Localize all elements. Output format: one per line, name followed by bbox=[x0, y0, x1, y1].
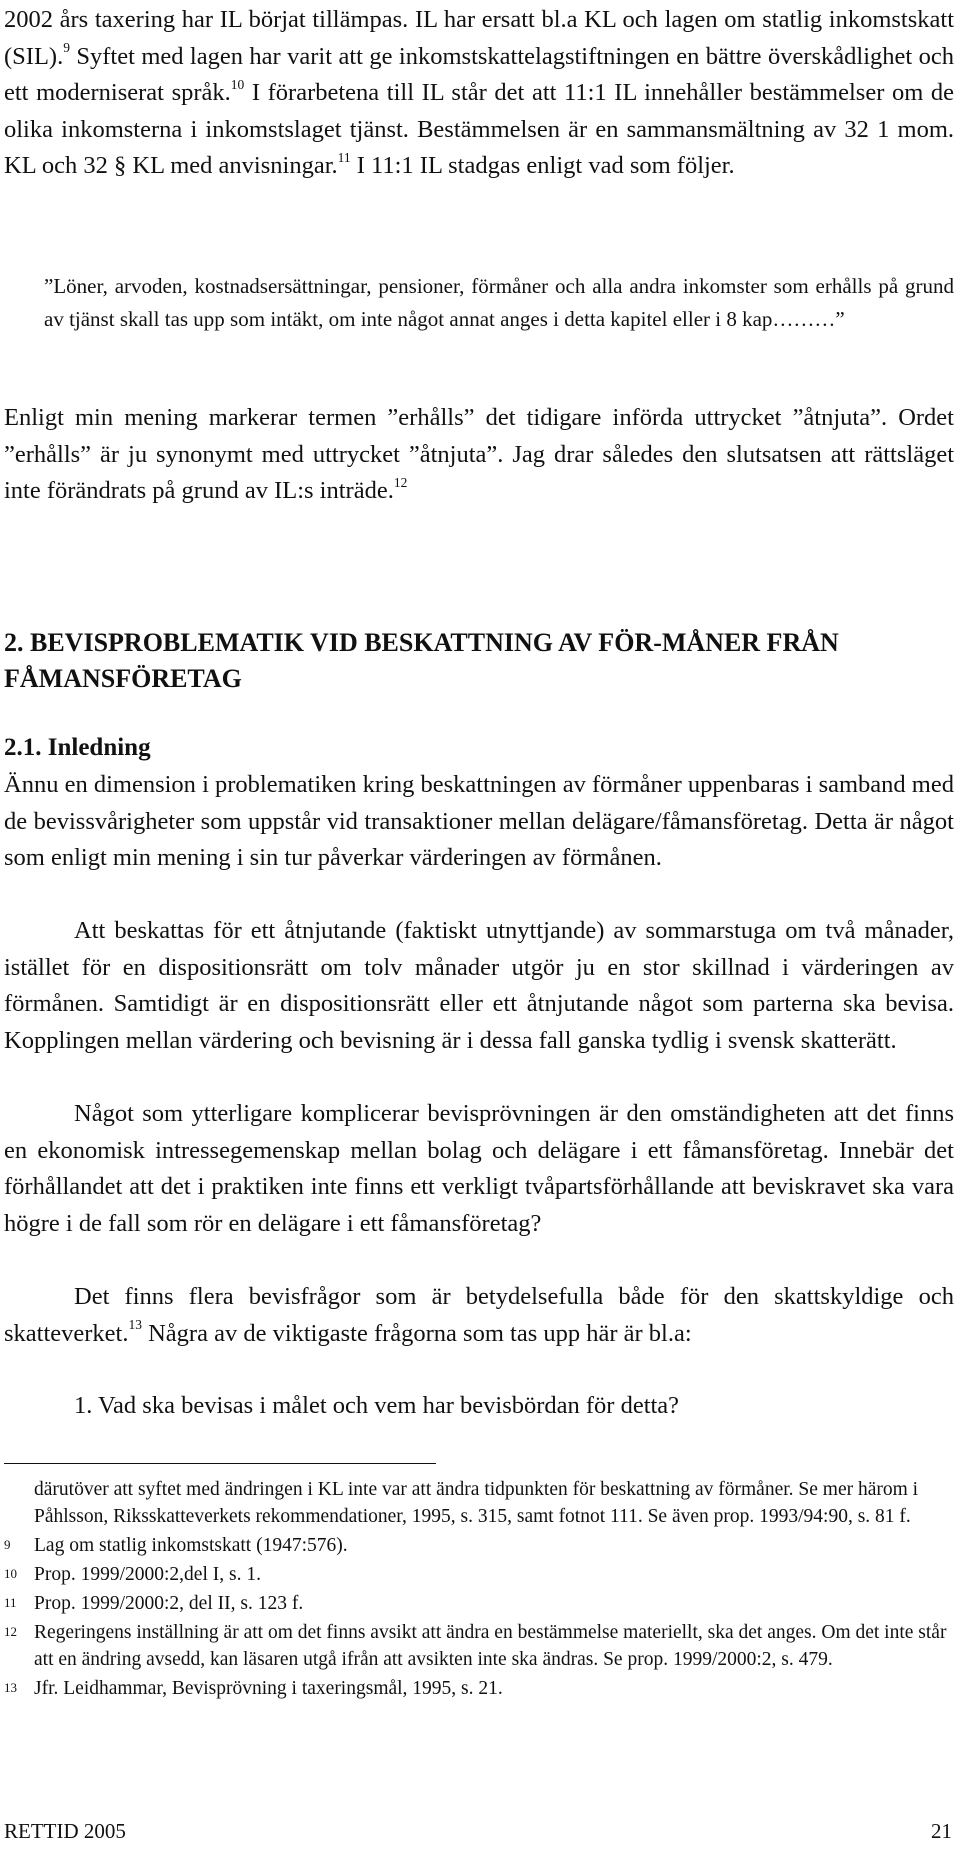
footnote-number: 12 bbox=[4, 1624, 17, 1639]
footnote-number: 13 bbox=[4, 1680, 17, 1695]
paragraph-questions: Det finns flera bevisfrågor som är betydelsefulla både för den skattskyldige och skatteverket.$^{13}$ Några av de viktigaste frågorna som tas upp här är bl.a: bbox=[4, 1283, 954, 1347]
list-item: 1. Vad ska bevisas i målet och vem har bevisbördan för detta? bbox=[74, 1392, 680, 1419]
footnote-item bbox=[4, 1590, 954, 1617]
footnote-number: 9 bbox=[4, 1537, 11, 1552]
footnote-text: Lag om statlig inkomstskatt (1947:576). bbox=[34, 1535, 348, 1556]
section-heading: 2. BEVISPROBLEMATIK VID BESKATTNING AV FÖR-MÅNER FRÅN FÅMANSFÖRETAG bbox=[4, 628, 839, 693]
subsection-heading: 2.1. Inledning bbox=[4, 734, 151, 761]
footnote-text: därutöver att syftet med ändringen i KL inte var att ändra tidpunkten för beskattning av förmåner. Se mer härom i Påhlsson, Riksskatteverkets rekommendationer, 1995, s. 315, samt fotnot 111. Se även prop. 1993/94:90, s. 81 f. bbox=[34, 1479, 919, 1527]
footnote-number bbox=[4, 1476, 34, 1530]
footnote-text: Jfr. Leidhammar, Bevisprövning i taxeringsmål, 1995, s. 21. bbox=[34, 1678, 503, 1699]
paragraph-valuation: Att beskattas för ett åtnjutande (faktiskt utnyttjande) av sommarstuga om två månader, istället för en dispositionsrätt om tolv månader utgör ju en stor skillnad i värderingen av förmånen. Samtidigt är en dispositionsrätt eller ett åtnjutande något som parterna ska bevisa. Kopplingen mellan värdering och bevisning är i dessa fall ganska tydlig i svensk skatterätt. bbox=[4, 917, 954, 1054]
footnote-number: 10 bbox=[4, 1566, 17, 1581]
journal-name: RETTID 2005 bbox=[4, 1819, 126, 1843]
paragraph-opinion: Enligt min mening markerar termen ”erhålls” det tidigare införda uttrycket ”åtnjuta”. Ordet ”erhålls” är ju synonymt med uttrycket ”åtnjuta”. Jag drar således den slutsatsen att rättsläget inte förändrats på grund av IL:s inträde.$^{12}$ bbox=[4, 404, 954, 504]
footnote-text: Prop. 1999/2000:2,del I, s. 1. bbox=[34, 1564, 261, 1585]
footnote-text: Regeringens inställning är att om det finns avsikt att ändra en bestämmelse materiellt, ska det anges. Om det inte står att en ändring avsedd, kan läsaren utgå ifrån att avsikten inte ska ändras. Se prop. 1999/2000:2, s. 479. bbox=[34, 1622, 947, 1670]
footnote-ref-12[interactable]: 12 bbox=[393, 474, 408, 490]
block-quote: ”Löner, arvoden, kostnadsersättningar, pensioner, förmåner och alla andra inkomster som erhålls på grund av tjänst skall tas upp som intäkt, om inte något annat anges i detta kapitel eller i 8 kap………” bbox=[44, 274, 954, 331]
footnote-number: 11 bbox=[4, 1595, 17, 1610]
footnote-item bbox=[4, 1619, 954, 1673]
footnote-ref-11[interactable]: 11 bbox=[337, 149, 351, 165]
footnote-ref-13[interactable]: 13 bbox=[128, 1317, 142, 1333]
footnote-text: Prop. 1999/2000:2, del II, s. 123 f. bbox=[34, 1593, 304, 1614]
footnotes bbox=[4, 1476, 954, 1704]
footnote-ref-10[interactable]: 10 bbox=[230, 76, 245, 92]
footnote-divider bbox=[4, 1463, 436, 1464]
footnote-ref-9[interactable]: 9 bbox=[63, 40, 70, 56]
paragraph-intro: 2002 års taxering har IL börjat tillämpas. IL har ersatt bl.a KL och lagen om statlig inkomstskatt (SIL).$^9$ Syftet med lagen har varit att ge inkomstskattelagstiftningen en bättre överskådlighet och ett moderniserat språk.$^{10}$ I förarbetena till IL står det att 11:1 IL innehåller bestämmelser om de olika inkomsterna i inkomstslaget tjänst. Bestämmelsen är en sammansmältning av 32 1 mom. KL och 32 § KL med anvisningar.$^{11}$ I 11:1 IL stadgas enligt vad som följer. bbox=[4, 6, 955, 179]
footnote-item bbox=[4, 1675, 954, 1702]
footnote-item bbox=[4, 1476, 954, 1530]
footnote-item bbox=[4, 1561, 954, 1588]
footnote-item bbox=[4, 1532, 954, 1559]
page-number: 21 bbox=[931, 1819, 952, 1843]
paragraph-introduction: Ännu en dimension i problematiken kring beskattningen av förmåner uppenbaras i samband med de bevissvårigheter som uppstår vid transaktioner mellan delägare/fåmansföretag. Detta är något som enligt min mening i sin tur påverkar värderingen av förmånen. bbox=[4, 771, 954, 871]
page-footer bbox=[4, 1818, 952, 1844]
paragraph-evidence: Något som ytterligare komplicerar bevisprövningen är den omständigheten att det finns en ekonomisk intressegemenskap mellan bolag och delägare i ett fåmansföretag. Innebär det förhållandet att det i praktiken inte finns ett verkligt tvåpartsförhållande att beviskravet ska vara högre i de fall som rör en delägare i ett fåmansföretag? bbox=[4, 1100, 954, 1237]
